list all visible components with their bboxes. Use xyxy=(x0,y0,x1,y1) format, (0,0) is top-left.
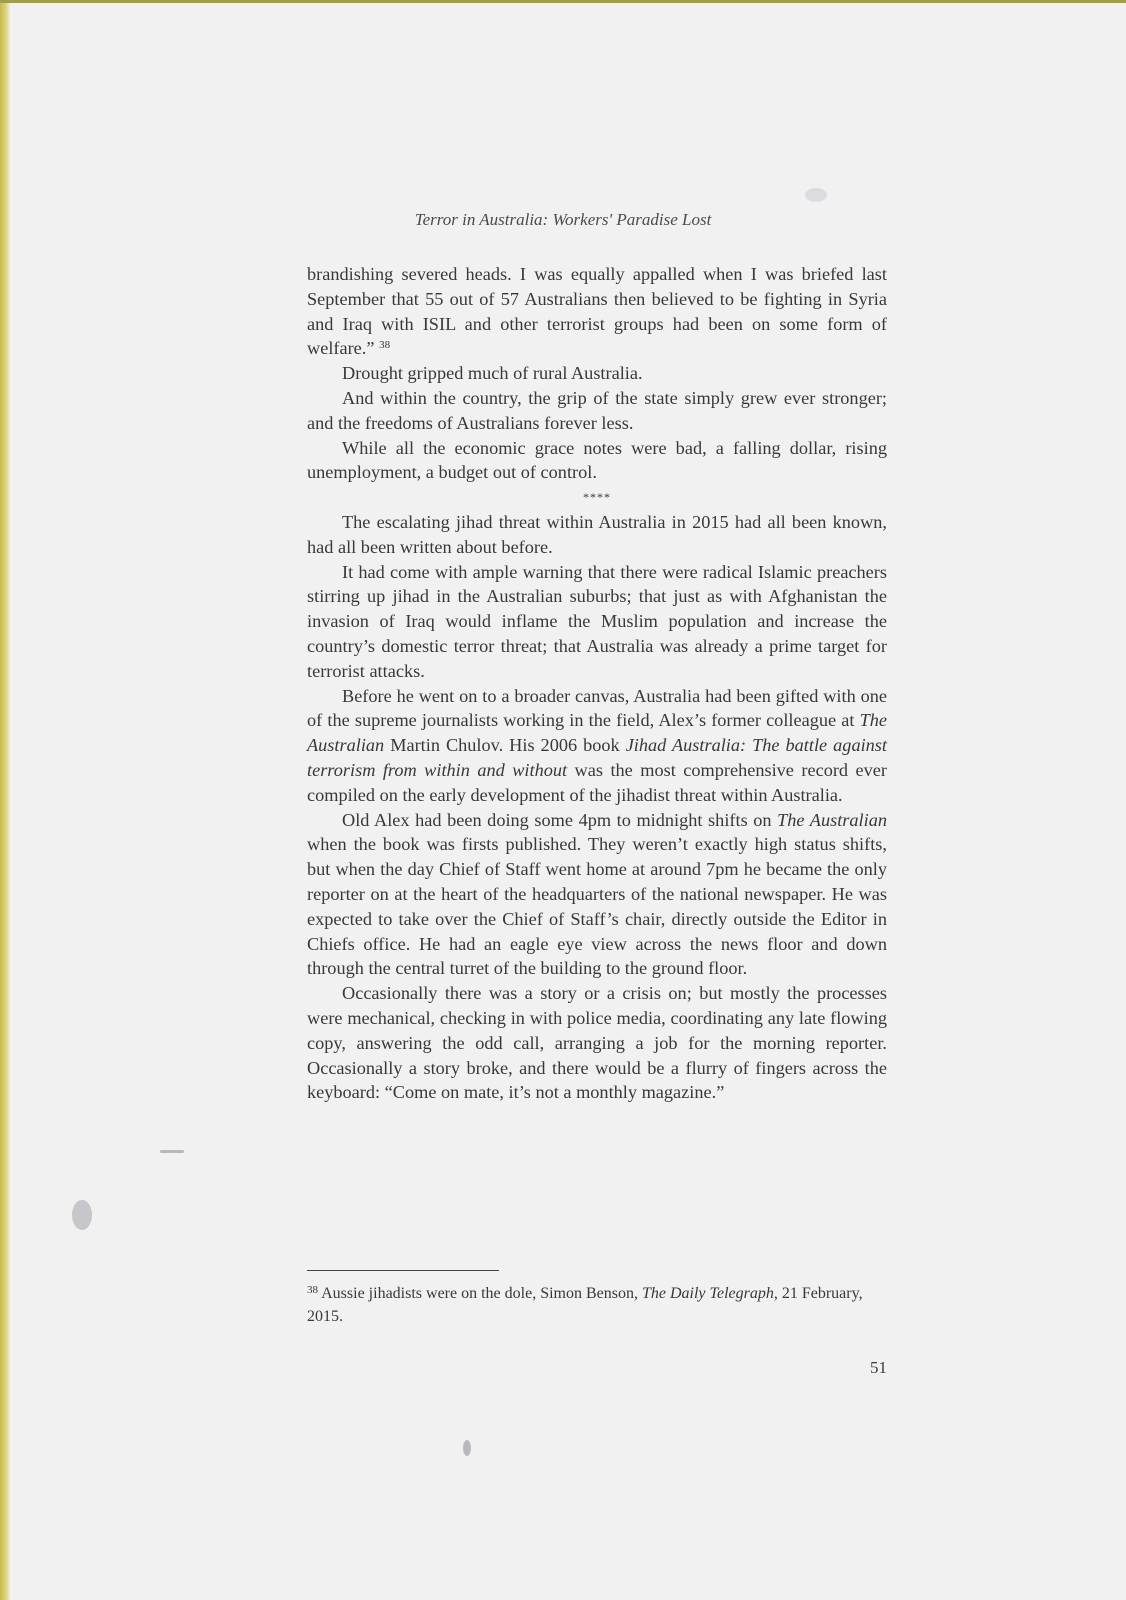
paragraph xyxy=(307,808,887,982)
top-edge xyxy=(0,0,1126,3)
body-text xyxy=(307,262,887,1105)
text-run: The escalating jihad threat within Australia in 2015 had all been known, had all been written about before. xyxy=(307,511,887,557)
text-run: when the book was firsts published. They weren’t exactly high status shifts, but when the day Chief of Staff went home at around 7pm he became the only reporter on at the heart of the headquarters of the national newspaper. He was expected to take over the Chief of Staff’s chair, directly outside the Editor in Chiefs office. He had an eagle eye view across the news floor and down through the central turret of the building to the ground floor. xyxy=(307,834,887,979)
paragraph xyxy=(307,361,887,386)
paragraph xyxy=(307,436,887,486)
section-break: **** xyxy=(583,490,611,505)
text-run: , 21 February, 2015. xyxy=(307,1285,863,1325)
paragraph xyxy=(307,262,887,361)
paragraph xyxy=(307,684,887,808)
text-run: While all the economic grace notes were bad, a falling dollar, rising unemployment, a budget out of control. xyxy=(307,437,887,483)
footnote-number: 38 xyxy=(307,1284,318,1296)
text-run: Martin Chulov. His 2006 book xyxy=(384,735,626,756)
paragraph xyxy=(307,560,887,684)
text-run: Occasionally there was a story or a crisis on; but mostly the processes were mechanical, checking in with police media, coordinating any late flowing copy, answering the odd call, arranging a job for the morning reporter. Occasionally a story broke, and there would be a flurry of fingers across the keyboard: “Come on mate, it’s not a monthly magazine.” xyxy=(307,983,887,1103)
paper-speck xyxy=(805,188,827,202)
italic-title: The Australian xyxy=(307,710,887,756)
text-run: Drought gripped much of rural Australia. xyxy=(342,363,643,384)
text-run: Old Alex had been doing some 4pm to midnight shifts on xyxy=(342,809,778,830)
paragraph xyxy=(307,981,887,1105)
running-head: Terror in Australia: Workers' Paradise Lost xyxy=(414,210,712,229)
paragraph xyxy=(307,510,887,560)
italic-title: Jihad Australia: The battle against terrorism from within and without xyxy=(307,735,887,780)
binding-edge xyxy=(0,0,10,1600)
footnote xyxy=(307,1282,887,1328)
paper-speck xyxy=(160,1150,184,1153)
italic-title: The Australian xyxy=(777,809,887,830)
text-run: And within the country, the grip of the state simply grew ever stronger; and the freedoms of Australians forever less. xyxy=(307,387,887,433)
text-run: It had come with ample warning that there were radical Islamic preachers stirring up jihad in the Australian suburbs; that just as with Afghanistan the invasion of Iraq would inflame the Muslim population and increase the country’s domestic terror threat; that Australia was already a prime target for terrorist attacks. xyxy=(307,561,887,681)
text-run: was the most comprehensive record ever compiled on the early development of the jihadist threat within Australia. xyxy=(307,759,887,805)
paragraph xyxy=(307,386,887,436)
text-run: Aussie jihadists were on the dole, Simon Benson, xyxy=(318,1285,642,1302)
text-run: Before he went on to a broader canvas, Australia had been gifted with one of the supreme journalists working in the field, Alex’s former colleague at xyxy=(307,685,887,731)
footnote-rule xyxy=(307,1270,499,1271)
footnote-marker: 38 xyxy=(379,339,391,352)
italic-title: The Daily Telegraph xyxy=(641,1285,774,1302)
paper-speck xyxy=(72,1200,92,1230)
paper-speck xyxy=(463,1440,471,1456)
page-number: 51 xyxy=(870,1358,887,1377)
text-run: brandishing severed heads. I was equally appalled when I was briefed last September that 55 out of 57 Australians then believed to be fighting in Syria and Iraq with ISIL and other terrorist groups had been on some form of welfare.” xyxy=(307,264,887,359)
